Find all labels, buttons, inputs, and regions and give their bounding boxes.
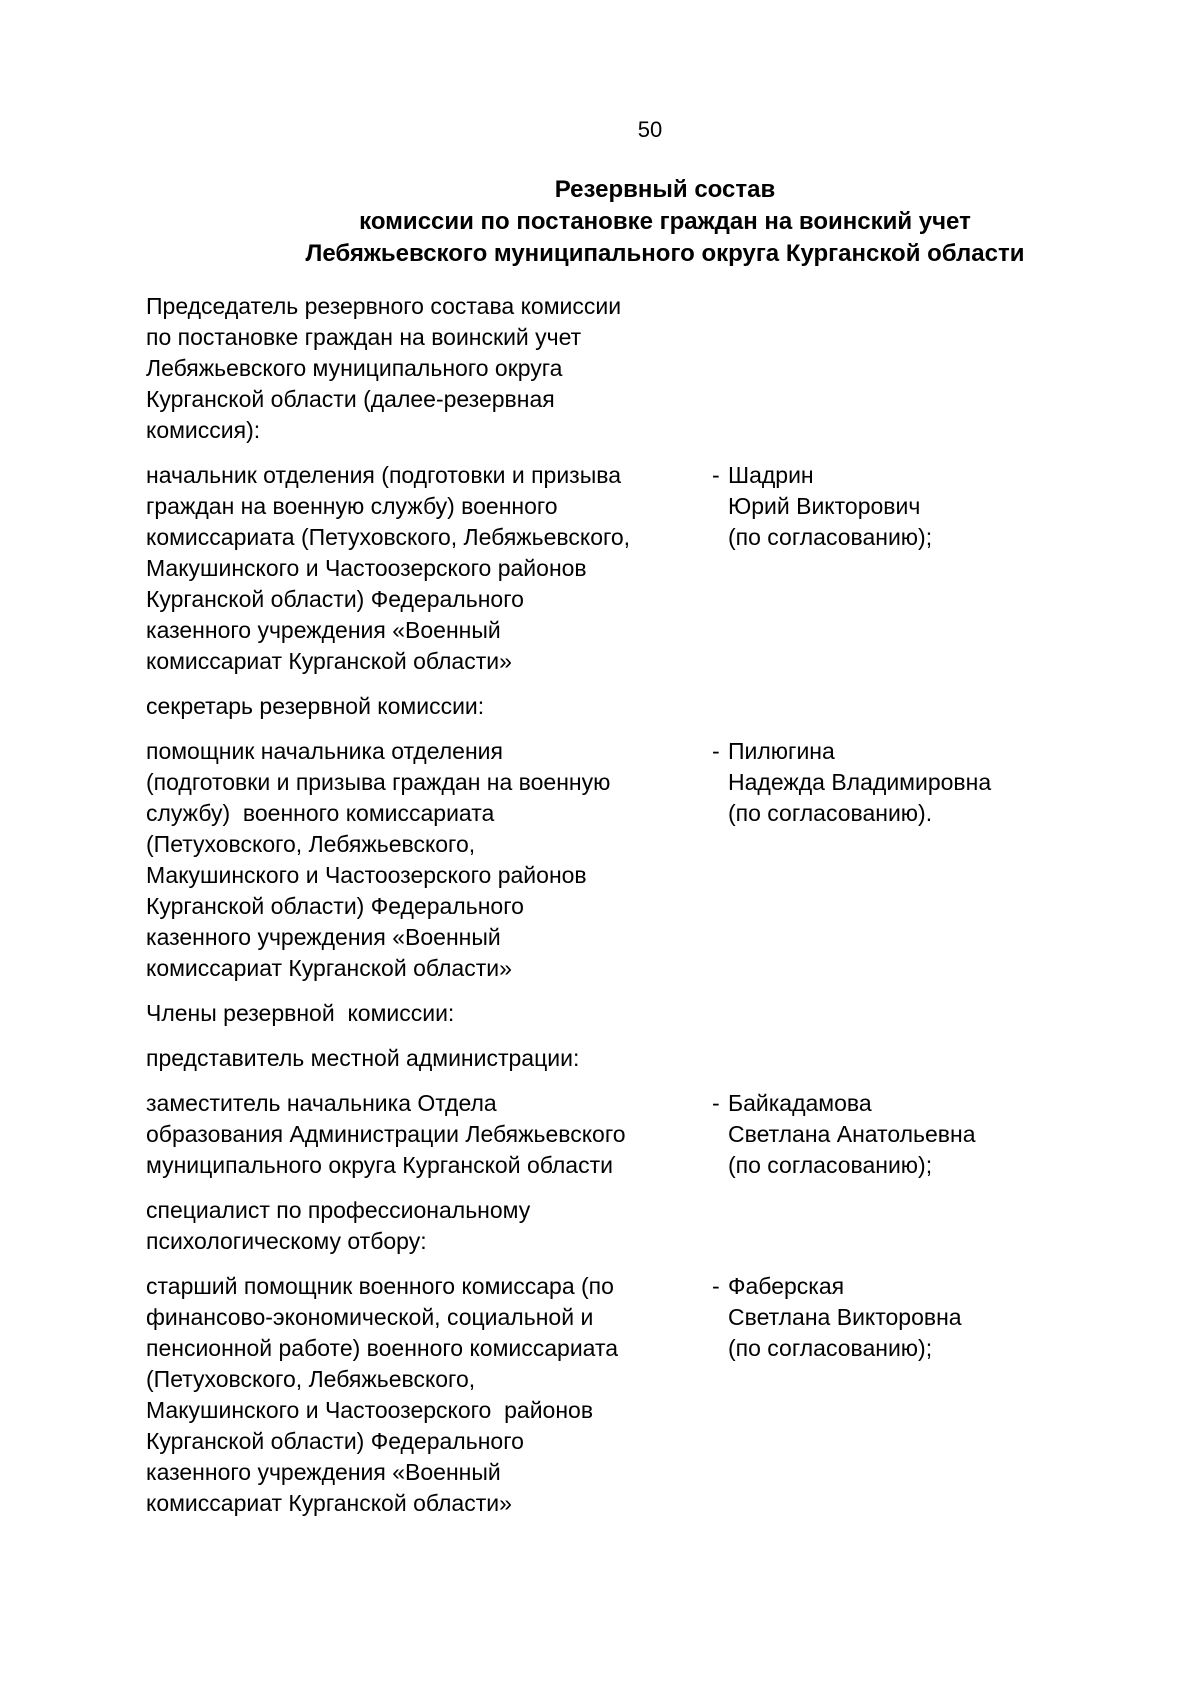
text-line: Макушинского и Частоозерского районов — [146, 555, 587, 581]
page-number: 50 — [637, 117, 663, 142]
text-line: (по согласованию); — [728, 524, 933, 550]
member-position — [146, 736, 712, 984]
member-name — [712, 460, 932, 677]
text-line: казенного учреждения «Военный — [146, 1459, 501, 1485]
dash: - — [712, 1273, 720, 1299]
text-line: помощник начальника отделения — [146, 738, 503, 764]
text-line: специалист по профессиональному — [146, 1197, 531, 1223]
dash: - — [712, 738, 720, 764]
text-line: психологическому отбору: — [146, 1228, 427, 1254]
text-line: (по согласованию); — [728, 1152, 933, 1178]
text-line: старший помощник военного комиссара (по — [146, 1273, 614, 1299]
text-line: начальник отделения (подготовки и призыва — [146, 462, 622, 488]
text-line: пенсионной работе) военного комиссариата — [146, 1335, 619, 1361]
text-line: (подготовки и призыва граждан на военную — [146, 769, 611, 795]
text-line: по постановке граждан на воинский учет — [146, 324, 582, 350]
text-line: Фаберская — [728, 1273, 845, 1299]
member-position — [146, 1271, 712, 1519]
text-line: заместитель начальника Отдела — [146, 1090, 497, 1116]
text-line: Светлана Анатольевна — [728, 1121, 976, 1147]
text-line: комиссариат Курганской области» — [146, 648, 512, 674]
text-line: Курганской области) Федерального — [146, 586, 524, 612]
text-line: казенного учреждения «Военный — [146, 924, 501, 950]
member-name — [712, 1088, 976, 1181]
member-position — [146, 1088, 712, 1181]
text-line: комиссариат Курганской области» — [146, 955, 512, 981]
text-line: казенного учреждения «Военный — [146, 617, 501, 643]
text-line: Светлана Викторовна — [728, 1304, 962, 1330]
member-name — [712, 1271, 962, 1519]
dash: - — [712, 1090, 720, 1116]
document-title — [150, 174, 1180, 270]
text-line: образования Администрации Лебяжьевского — [146, 1121, 626, 1147]
text-line: Курганской области) Федерального — [146, 1428, 524, 1454]
text-line: комиссия): — [146, 417, 261, 443]
member-entry-baikadamova — [146, 1088, 1146, 1181]
text-line: Макушинского и Частоозерского районов — [146, 862, 587, 888]
text-line: (по согласованию); — [728, 1335, 933, 1361]
text-line: службу) военного комиссариата — [146, 800, 495, 826]
member-entry-faberskaya — [146, 1271, 1146, 1519]
text-line: Лебяжьевского муниципального округа — [146, 355, 563, 381]
local-admin-heading: представитель местной администрации: — [146, 1045, 580, 1071]
text-line: Надежда Владимировна — [728, 769, 992, 795]
dash: - — [712, 462, 720, 488]
member-name — [712, 736, 991, 984]
text-line: Председатель резервного состава комиссии — [146, 293, 622, 319]
text-line: (Петуховского, Лебяжьевского, — [146, 831, 476, 857]
text-line: Шадрин — [728, 462, 814, 488]
document-body — [146, 291, 1146, 1533]
text-line: муниципального округа Курганской области — [146, 1152, 613, 1178]
text-line: (Петуховского, Лебяжьевского, — [146, 1366, 476, 1392]
text-line: Юрий Викторович — [728, 493, 921, 519]
title-line: комиссии по постановке граждан на воинский учет — [359, 208, 971, 235]
member-entry-pilyugina — [146, 736, 1146, 984]
text-line: Байкадамова — [728, 1090, 872, 1116]
text-line: финансово-экономической, социальной и — [146, 1304, 594, 1330]
psychologist-heading — [146, 1195, 1146, 1257]
title-line: Резервный состав — [554, 176, 776, 203]
text-line: (по согласованию). — [728, 800, 933, 826]
title-line: Лебяжьевского муниципального округа Курганской области — [305, 240, 1025, 267]
text-line: комиссариата (Петуховского, Лебяжьевского, — [146, 524, 631, 550]
text-line: Курганской области (далее-резервная — [146, 386, 555, 412]
text-line: комиссариат Курганской области» — [146, 1490, 512, 1516]
member-entry-shadrin — [146, 460, 1146, 677]
text-line: Пилюгина — [728, 738, 835, 764]
text-line: граждан на военную службу) военного — [146, 493, 558, 519]
secretary-heading: секретарь резервной комиссии: — [146, 693, 485, 719]
member-position — [146, 460, 712, 677]
members-heading: Члены резервной комиссии: — [146, 1000, 455, 1026]
text-line: Макушинского и Частоозерского районов — [146, 1397, 594, 1423]
text-line: Курганской области) Федерального — [146, 893, 524, 919]
chairman-heading — [146, 291, 1146, 446]
